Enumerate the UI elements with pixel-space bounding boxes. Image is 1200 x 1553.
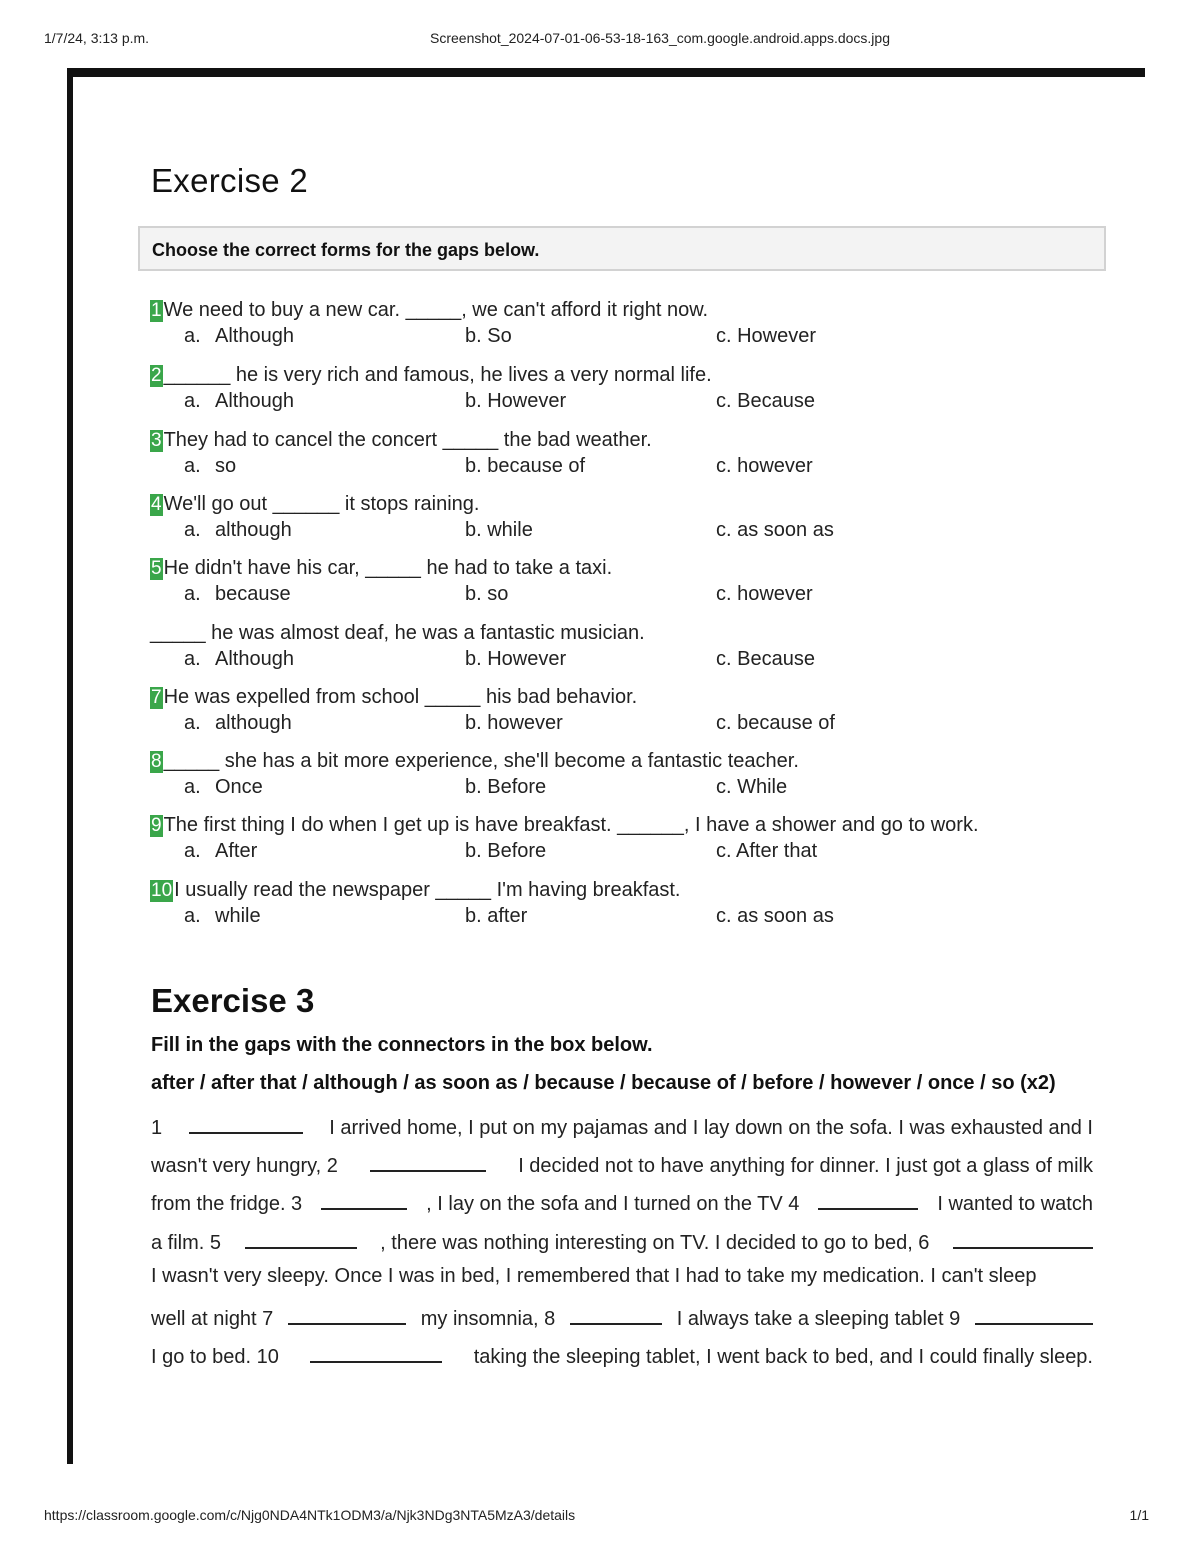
question-9 bbox=[150, 814, 1110, 870]
text-segment: my insomnia, 8 bbox=[420, 1308, 556, 1330]
text-segment: 1 bbox=[151, 1117, 163, 1139]
question-line bbox=[150, 622, 645, 645]
paragraph-line-6 bbox=[151, 1303, 1093, 1331]
exercise-2-instruction-box bbox=[138, 226, 1106, 271]
option-b: b. so bbox=[465, 583, 509, 605]
text-segment: I always take a sleeping tablet 9 bbox=[676, 1308, 961, 1330]
question-line bbox=[150, 814, 979, 837]
question-number-badge: 2 bbox=[151, 365, 162, 386]
gap-blank[interactable] bbox=[953, 1227, 1093, 1249]
option-c: c. Because bbox=[716, 648, 815, 670]
question-number-badge: 9 bbox=[151, 815, 162, 836]
option-b: b. Before bbox=[465, 840, 547, 862]
question-text: He was expelled from school _____ his bad behavior. bbox=[163, 686, 638, 708]
option-c: c. However bbox=[716, 325, 817, 347]
option-a-text: Although bbox=[215, 390, 294, 412]
option-a-text: because bbox=[215, 583, 291, 605]
print-filename: Screenshot_2024-07-01-06-53-18-163_com.google.android.apps.docs.jpg bbox=[430, 30, 890, 46]
question-4 bbox=[150, 493, 1110, 549]
question-text: _____ he was almost deaf, he was a fantastic musician. bbox=[150, 622, 645, 644]
option-a: a. so bbox=[184, 455, 237, 477]
question-line bbox=[150, 493, 479, 516]
print-page-number: 1/1 bbox=[1129, 1507, 1149, 1523]
option-a-text: although bbox=[215, 712, 292, 734]
option-b: b. because of bbox=[465, 455, 586, 477]
question-line bbox=[150, 299, 708, 322]
question-text: We'll go out ______ it stops raining. bbox=[163, 493, 480, 515]
question-text: The first thing I do when I get up is have breakfast. ______, I have a shower and go to work. bbox=[163, 814, 979, 836]
question-line bbox=[150, 750, 799, 773]
gap-blank[interactable] bbox=[189, 1112, 303, 1134]
gap-blank[interactable] bbox=[570, 1303, 662, 1325]
question-number-badge: 10 bbox=[151, 880, 173, 901]
question-text: ______ he is very rich and famous, he lives a very normal life. bbox=[163, 364, 712, 386]
connector-word-box: after / after that / although / as soon as / because / because of / before / however / once / so (x2) bbox=[151, 1072, 1056, 1094]
question-number-badge: 3 bbox=[151, 430, 162, 451]
option-a: a. Although bbox=[184, 648, 294, 670]
option-b: b. Before bbox=[465, 776, 547, 798]
option-c: c. Because bbox=[716, 390, 815, 412]
option-b: b. However bbox=[465, 648, 567, 670]
gap-blank[interactable] bbox=[245, 1227, 357, 1249]
question-number-badge: 7 bbox=[151, 687, 162, 708]
question-2 bbox=[150, 364, 1110, 420]
print-datetime: 1/7/24, 3:13 p.m. bbox=[44, 30, 150, 46]
option-b: b. However bbox=[465, 390, 567, 412]
option-c: c. however bbox=[716, 583, 813, 605]
question-line bbox=[150, 879, 681, 902]
question-1 bbox=[150, 299, 1110, 355]
option-a: a. although bbox=[184, 519, 292, 541]
exercise-2-instruction: Choose the correct forms for the gaps below. bbox=[152, 240, 540, 260]
gap-blank[interactable] bbox=[818, 1188, 918, 1210]
exercise-2-title: Exercise 2 bbox=[151, 162, 309, 199]
text-segment: taking the sleeping tablet, I went back to bed, and I could finally sleep. bbox=[473, 1346, 1093, 1368]
option-b: b. while bbox=[465, 519, 533, 541]
paragraph-line-1 bbox=[151, 1112, 1093, 1140]
gap-blank[interactable] bbox=[321, 1188, 407, 1210]
option-b: b. after bbox=[465, 905, 528, 927]
text-segment: , there was nothing interesting on TV. I decided to go to bed, 6 bbox=[380, 1232, 930, 1254]
gap-blank[interactable] bbox=[370, 1150, 486, 1172]
question-text: We need to buy a new car. _____, we can't afford it right now. bbox=[163, 299, 709, 321]
text-segment: I go to bed. 10 bbox=[151, 1346, 279, 1368]
question-number-badge: 8 bbox=[151, 751, 162, 772]
text-segment: wasn't very hungry, 2 bbox=[151, 1155, 338, 1177]
question-text: They had to cancel the concert _____ the bad weather. bbox=[163, 429, 652, 451]
option-c: c. as soon as bbox=[716, 519, 834, 541]
text-segment: from the fridge. 3 bbox=[151, 1193, 303, 1215]
option-a-text: Once bbox=[215, 776, 263, 798]
question-number-badge: 4 bbox=[151, 494, 162, 515]
option-a: a. Although bbox=[184, 325, 294, 347]
question-text: I usually read the newspaper _____ I'm having breakfast. bbox=[174, 879, 681, 901]
option-a: a. while bbox=[184, 905, 261, 927]
text-segment: I wasn't very sleepy. Once I was in bed, I remembered that I had to take my medication. I can't sleep bbox=[151, 1265, 1037, 1287]
paragraph-line-2 bbox=[151, 1150, 1093, 1178]
text-segment: , I lay on the sofa and I turned on the TV 4 bbox=[426, 1193, 800, 1215]
paragraph-line-7 bbox=[151, 1341, 1093, 1369]
question-text: He didn't have his car, _____ he had to take a taxi. bbox=[163, 557, 613, 579]
question-10 bbox=[150, 879, 1110, 935]
option-c: c. because of bbox=[716, 712, 835, 734]
gap-blank[interactable] bbox=[288, 1303, 406, 1325]
option-a: a. because bbox=[184, 583, 291, 605]
option-a-text: while bbox=[215, 905, 261, 927]
question-8 bbox=[150, 750, 1110, 806]
gap-blank[interactable] bbox=[975, 1303, 1093, 1325]
question-line bbox=[150, 686, 637, 709]
question-3 bbox=[150, 429, 1110, 485]
exercise-3-title: Exercise 3 bbox=[151, 982, 315, 1019]
option-c: c. While bbox=[716, 776, 788, 798]
option-a: a. Although bbox=[184, 390, 294, 412]
text-segment: I decided not to have anything for dinner. I just got a glass of milk bbox=[518, 1155, 1093, 1177]
gap-blank[interactable] bbox=[310, 1341, 442, 1363]
option-b: b. however bbox=[465, 712, 563, 734]
question-5 bbox=[150, 557, 1110, 613]
paragraph-line-4 bbox=[151, 1227, 1093, 1255]
text-segment: a film. 5 bbox=[151, 1232, 222, 1254]
question-text: _____ she has a bit more experience, she'll become a fantastic teacher. bbox=[163, 750, 799, 772]
option-a: a. After bbox=[184, 840, 258, 862]
option-b: b. So bbox=[465, 325, 512, 347]
option-a-text: although bbox=[215, 519, 292, 541]
option-a: a. Once bbox=[184, 776, 263, 798]
text-segment: well at night 7 bbox=[151, 1308, 274, 1330]
option-c: c. as soon as bbox=[716, 905, 834, 927]
page-frame-top bbox=[67, 68, 1145, 77]
question-line bbox=[150, 364, 712, 387]
paragraph-line-3 bbox=[151, 1188, 1093, 1216]
page-frame-left bbox=[67, 68, 73, 1464]
option-a-text: Although bbox=[215, 648, 294, 670]
question-7 bbox=[150, 686, 1110, 742]
exercise-3-instruction: Fill in the gaps with the connectors in the box below. bbox=[151, 1034, 653, 1056]
text-segment: I arrived home, I put on my pajamas and I lay down on the sofa. I was exhausted and I bbox=[329, 1117, 1093, 1139]
option-c: c. After that bbox=[716, 840, 818, 862]
question-number-badge: 1 bbox=[151, 300, 162, 321]
option-c: c. however bbox=[716, 455, 813, 477]
option-a-text: After bbox=[215, 840, 258, 862]
question-line bbox=[150, 557, 612, 580]
print-url: https://classroom.google.com/c/Njg0NDA4NTk1ODM3/a/Njk3NDg3NTA5MzA3/details bbox=[44, 1507, 576, 1523]
text-segment: I wanted to watch bbox=[937, 1193, 1093, 1215]
paragraph-line-5 bbox=[151, 1265, 1093, 1288]
option-a-text: Although bbox=[215, 325, 294, 347]
question-6 bbox=[150, 622, 1110, 678]
option-a-text: so bbox=[215, 455, 237, 477]
question-number-badge: 5 bbox=[151, 558, 162, 579]
option-a: a. although bbox=[184, 712, 292, 734]
question-line bbox=[150, 429, 652, 452]
